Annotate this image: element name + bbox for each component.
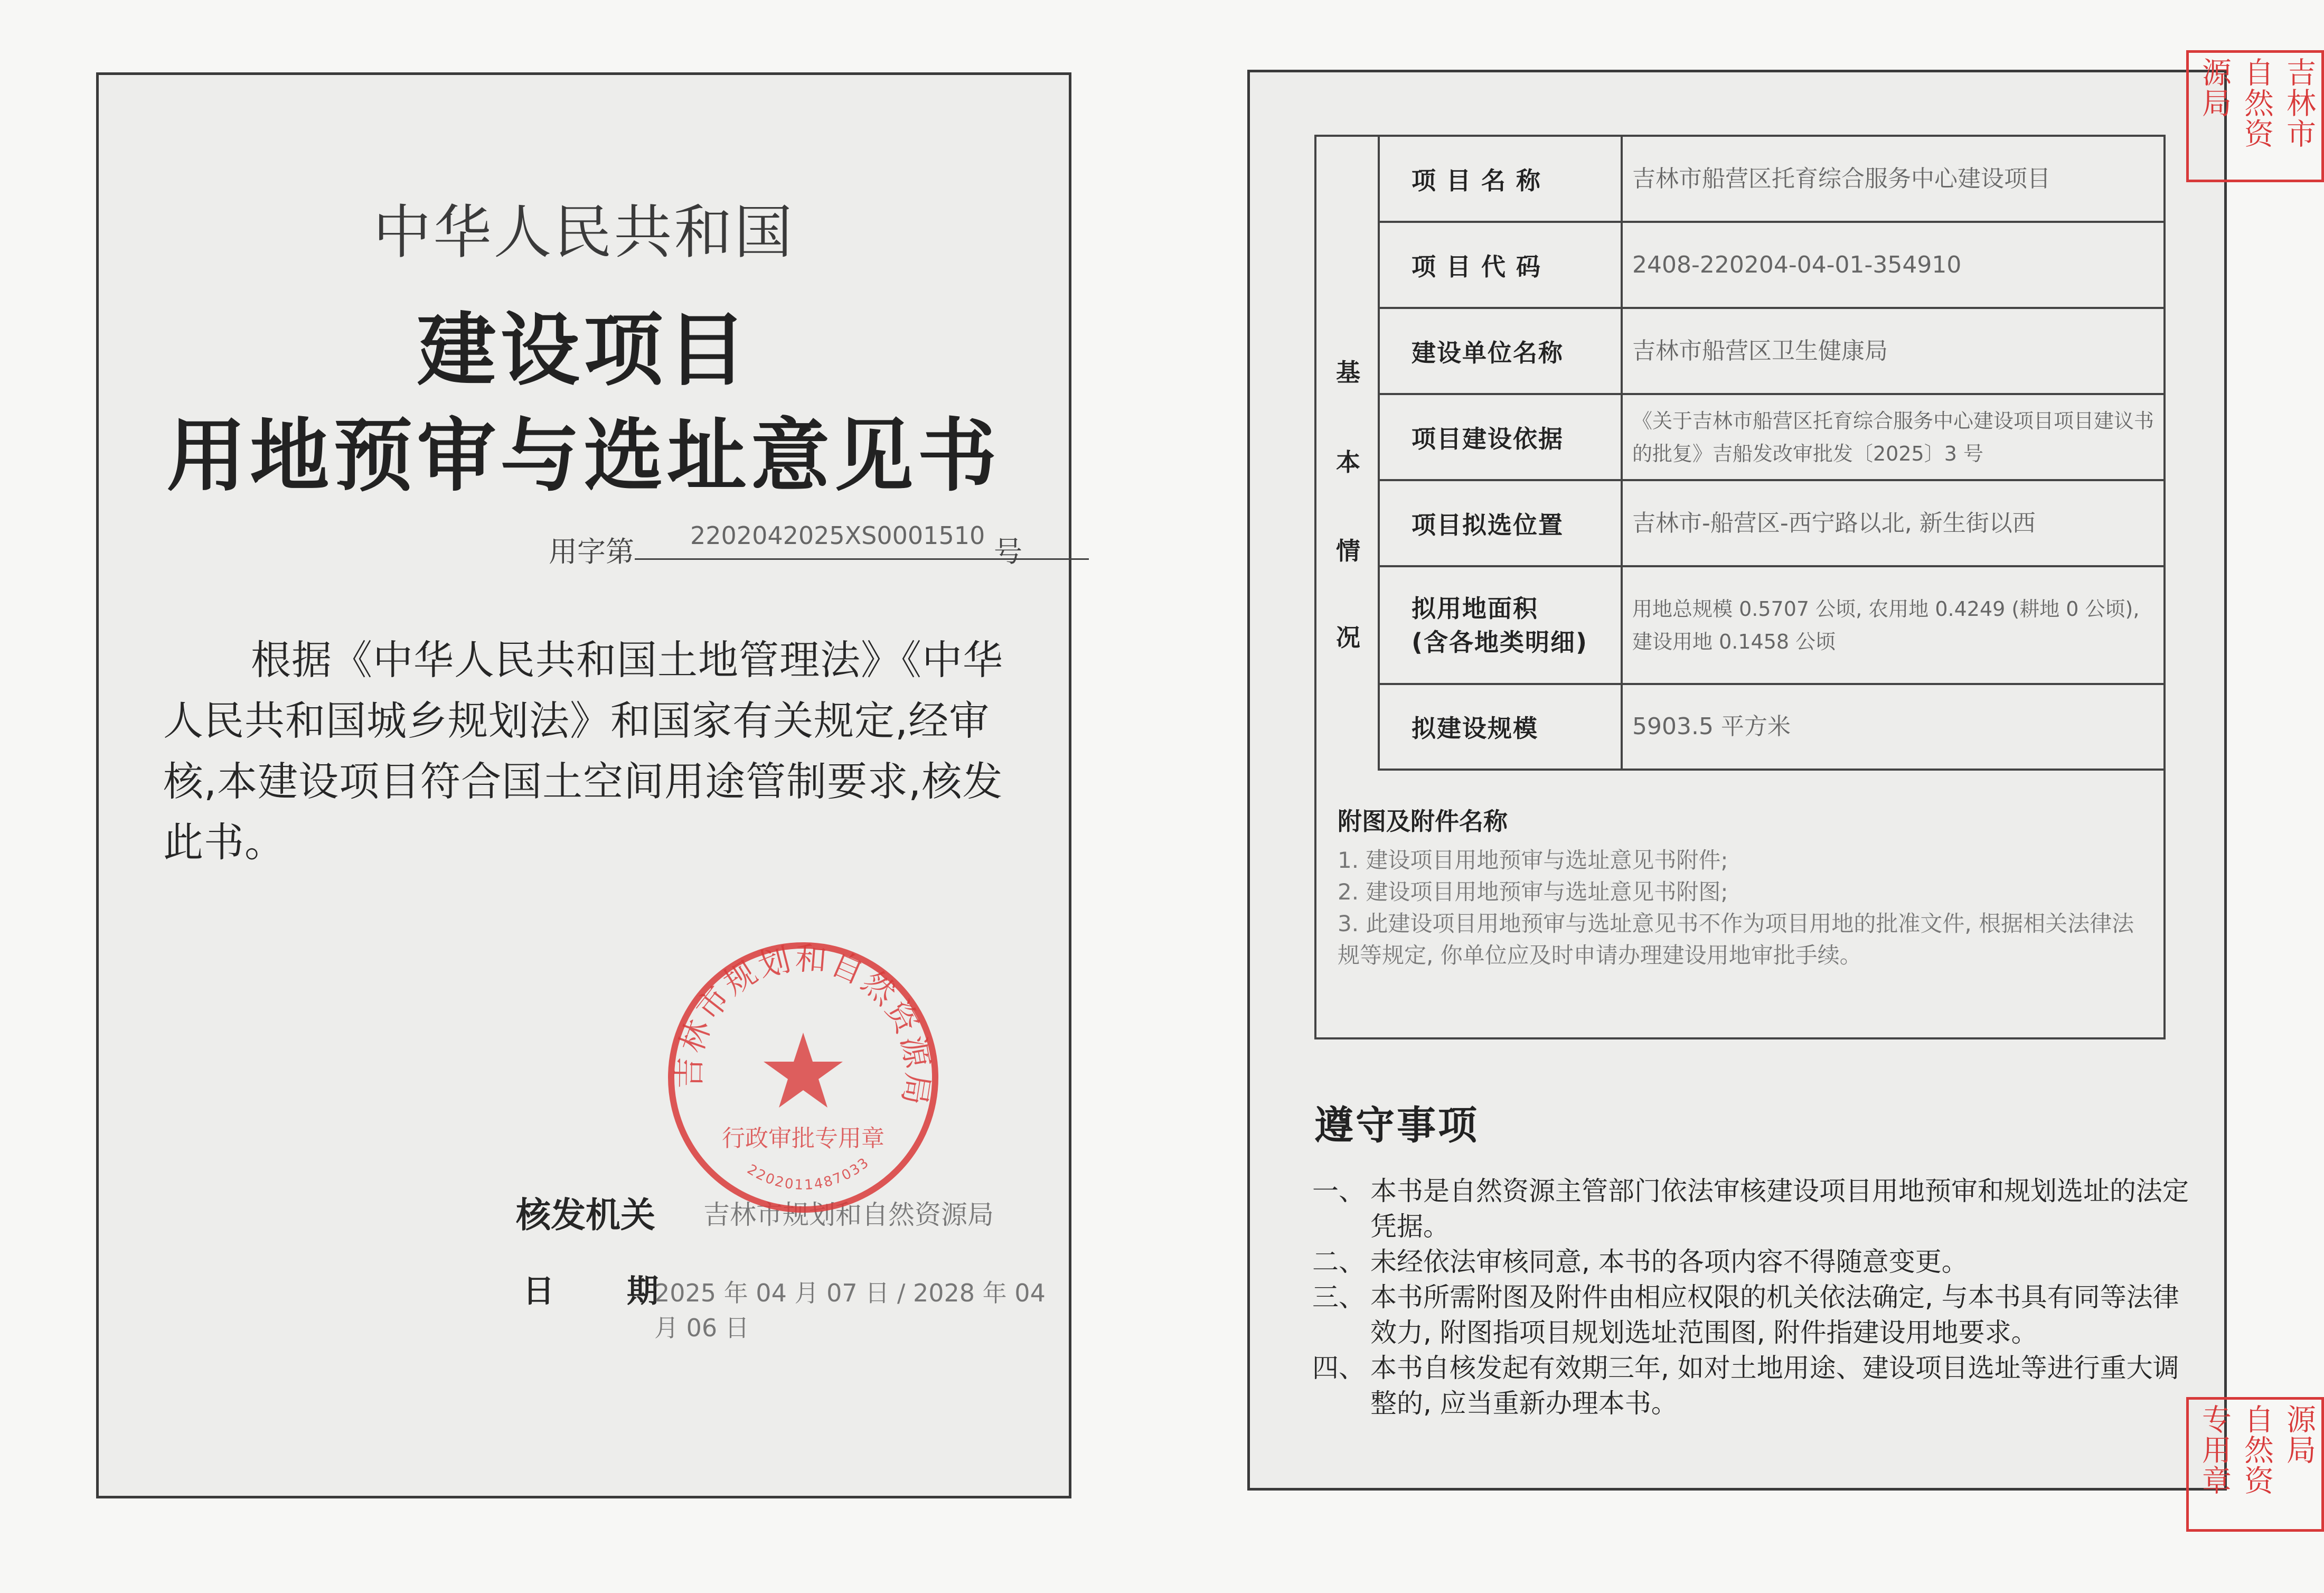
stamp-column: 源局: [2197, 57, 2232, 118]
notice-title: 遵守事项: [1314, 1103, 1479, 1148]
table-row: [1380, 685, 2163, 771]
doc-number-prefix: 用字第: [549, 535, 634, 568]
attachments-list: [1338, 845, 2151, 971]
doc-number: 2202042025XS0001510: [690, 521, 985, 550]
certificate-cover-page: [96, 72, 1071, 1498]
list-item: [1312, 1351, 2199, 1421]
date-label-char-2: 期: [627, 1273, 658, 1310]
row-label: 项 目 代 码: [1380, 223, 1623, 307]
basic-info-table: [1314, 135, 2166, 1039]
notice-number: 四、: [1312, 1353, 1365, 1383]
table-row: [1380, 223, 2163, 309]
list-item: [1312, 1244, 2199, 1280]
seal-arc-text: 吉林市规划和自然资源局: [671, 940, 936, 1110]
side-label-char: 本: [1336, 448, 1360, 476]
basic-info-side-label: [1316, 137, 1380, 771]
validity-date: 2025 年 04 月 07 日 / 2028 年 04 月 06 日: [654, 1279, 1046, 1342]
notice-text: 本书所需附图及附件由相应权限的机关依法确定, 与本书具有同等法律效力, 附图指项目规划选址范围图, 附件指建设用地要求。: [1370, 1282, 2179, 1348]
stamp-column: 自然资: [2240, 1404, 2274, 1496]
notice-number: 二、: [1312, 1247, 1365, 1277]
list-item: 2. 建设项目用地预审与选址意见书附图;: [1338, 879, 1728, 905]
side-label-char: 况: [1336, 623, 1360, 652]
row-label: 拟用地面积 (含各地类明细): [1380, 567, 1623, 683]
row-value: 吉林市船营区托育综合服务中心建设项目: [1632, 165, 2050, 192]
svg-text:2202011487033: [744, 1154, 873, 1193]
stamp-column: 自然资: [2240, 57, 2274, 149]
attachments-title: 附图及附件名称: [1338, 807, 1508, 836]
notice-number: 三、: [1312, 1282, 1365, 1313]
country-name: 中华人民共和国: [373, 199, 795, 266]
table-row: [1380, 481, 2163, 567]
row-value: 2408-220204-04-01-354910: [1632, 251, 1962, 278]
table-row: [1380, 137, 2163, 223]
table-row: [1380, 567, 2163, 685]
notice-text: 本书是自然资源主管部门依法审核建设项目用地预审和规划选址的法定凭据。: [1370, 1176, 2189, 1242]
edge-seal-bottom: [2186, 1397, 2324, 1532]
doc-number-suffix: 号: [994, 535, 1022, 568]
edge-seal-top: [2186, 50, 2324, 182]
date-label-char-1: 日: [523, 1273, 554, 1310]
row-value: 5903.5 平方米: [1632, 713, 1791, 740]
notice-number: 一、: [1312, 1176, 1365, 1206]
issuer-label: 核发机关: [516, 1195, 655, 1235]
official-seal: [663, 938, 943, 1217]
list-item: [1312, 1174, 2199, 1244]
stamp-column: 源局: [2282, 1404, 2316, 1465]
seal-star-icon: [764, 1033, 843, 1108]
row-value: 《关于吉林市船营区托育综合服务中心建设项目项目建议书的批复》吉船发改审批发〔2025〕3 号: [1632, 409, 2154, 465]
notice-text: 本书自核发起有效期三年, 如对土地用途、建设项目选址等进行重大调整的, 应当重新办理本书。: [1370, 1353, 2179, 1419]
seal-code: 2202011487033: [744, 1154, 873, 1194]
list-item: [1312, 1280, 2199, 1351]
list-item: 3. 此建设项目用地预审与选址意见书不作为项目用地的批准文件, 根据相关法律法规等规定, 你单位应及时申请办理建设用地审批手续。: [1338, 911, 2134, 968]
document-title-line-1: 建设项目: [417, 305, 751, 397]
stamp-column: 专用章: [2197, 1404, 2232, 1496]
notice-list: [1312, 1174, 2199, 1421]
row-label: 项目拟选位置: [1380, 481, 1623, 565]
table-row: [1380, 395, 2163, 481]
list-item: 1. 建设项目用地预审与选址意见书附件;: [1338, 847, 1728, 873]
notice-text: 未经依法审核同意, 本书的各项内容不得随意变更。: [1370, 1247, 1968, 1277]
side-label-char: 情: [1336, 537, 1360, 565]
side-label-char: 基: [1336, 358, 1360, 387]
row-label: 建设单位名称: [1380, 309, 1623, 393]
row-label: 拟建设规模: [1380, 685, 1623, 769]
certificate-body-text: 根据《中华人民共和国土地管理法》《中华人民共和国城乡规划法》和国家有关规定,经审核,本建设项目符合国土空间用途管制要求,核发此书。: [163, 636, 1003, 866]
certificate-details-page: [1247, 70, 2227, 1491]
row-value: 用地总规模 0.5707 公顷, 农用地 0.4249 (耕地 0 公顷), 建设用地 0.1458 公顷: [1632, 597, 2140, 653]
row-value: 吉林市船营区卫生健康局: [1632, 337, 1888, 364]
table-row: [1380, 309, 2163, 395]
seal-subtext: 行政审批专用章: [722, 1125, 885, 1152]
row-label: 项目建设依据: [1380, 395, 1623, 479]
document-title-line-2: 用地预审与选址意见书: [166, 410, 1001, 502]
issuer-value: 吉林市规划和自然资源局: [703, 1200, 994, 1230]
stamp-column: 吉林市: [2282, 57, 2316, 149]
row-label: 项 目 名 称: [1380, 137, 1623, 221]
row-value: 吉林市-船营区-西宁路以北, 新生街以西: [1632, 509, 2036, 537]
